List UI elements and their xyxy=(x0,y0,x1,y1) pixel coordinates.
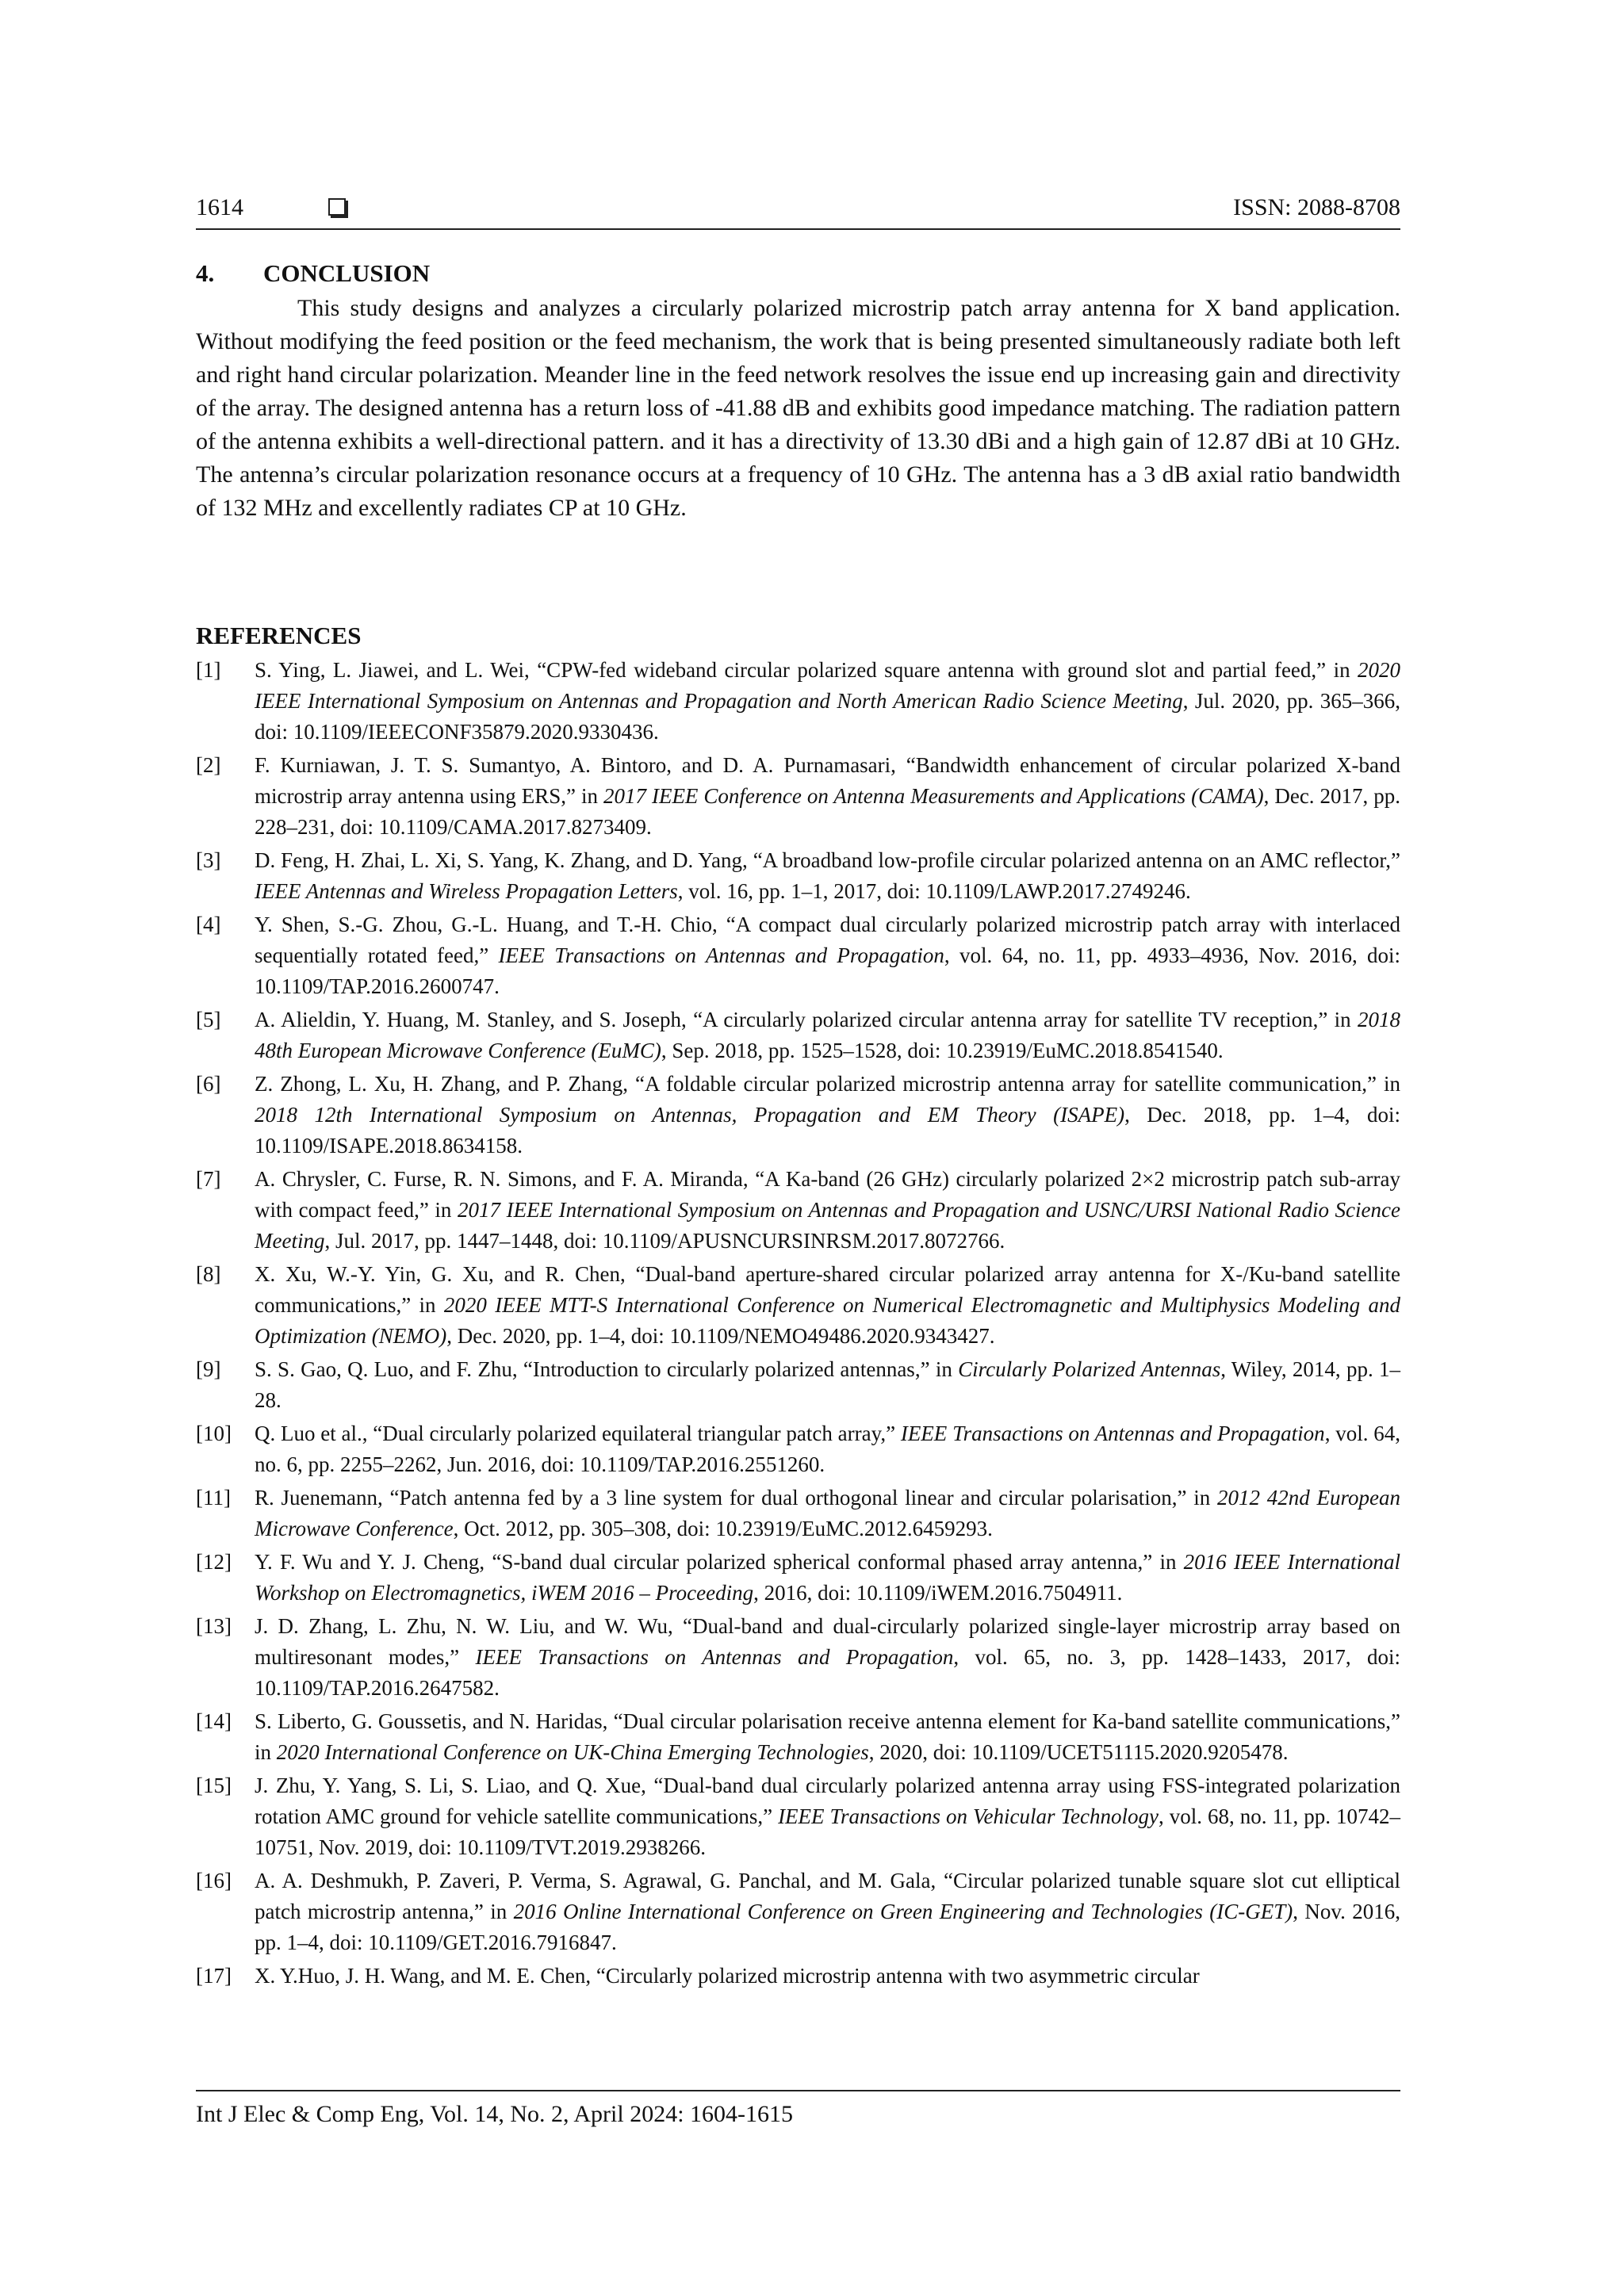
reference-details: , vol. 64, no. 6, pp. 2255–2262, Jun. 2016, doi: 10.1109/TAP.2016.2551260. xyxy=(255,1422,1400,1476)
reference-text: F. Kurniawan, J. T. S. Sumantyo, A. Bintoro, and D. A. Purnamasari, “Bandwidth enhancement of circular polarized X-band microstrip array antenna using ERS,” in xyxy=(255,753,1400,808)
reference-venue: IEEE Transactions on Antennas and Propagation xyxy=(498,943,944,967)
reference-details: , Dec. 2020, pp. 1–4, doi: 10.1109/NEMO49486.2020.9343427. xyxy=(446,1324,995,1348)
page-number: 1614 xyxy=(196,194,243,220)
section-number: 4. xyxy=(196,259,215,287)
reference-text: X. Y.Huo, J. H. Wang, and M. E. Chen, “Circularly polarized microstrip antenna with two asymmetric circular xyxy=(255,1964,1200,1988)
reference-item xyxy=(196,1418,1400,1480)
reference-item xyxy=(196,1259,1400,1352)
reference-text: Z. Zhong, L. Xu, H. Zhang, and P. Zhang, “A foldable circular polarized microstrip antenna array for satellite communication,” in xyxy=(255,1072,1400,1096)
issn-label: ISSN: 2088-8708 xyxy=(1233,194,1400,220)
reference-details: , vol. 64, no. 11, pp. 4933–4936, Nov. 2016, doi: 10.1109/TAP.2016.2600747. xyxy=(255,943,1400,998)
reference-text: Y. Shen, S.-G. Zhou, G.-L. Huang, and T.-H. Chio, “A compact dual circularly polarized microstrip patch array with interlaced sequentially rotated feed,” xyxy=(255,913,1400,967)
reference-item xyxy=(196,1069,1400,1161)
reference-item xyxy=(196,1547,1400,1609)
reference-item xyxy=(196,909,1400,1002)
reference-item xyxy=(196,750,1400,843)
reference-item xyxy=(196,655,1400,748)
reference-details: , Nov. 2016, pp. 1–4, doi: 10.1109/GET.2016.7916847. xyxy=(255,1900,1400,1954)
reference-venue: 2016 Online International Conference on Green Engineering and Technologies (IC-GET) xyxy=(513,1900,1293,1923)
reference-venue: 2020 International Conference on UK-China Emerging Technologies xyxy=(276,1740,869,1764)
reference-venue: IEEE Transactions on Antennas and Propagation xyxy=(900,1422,1325,1445)
reference-details: , vol. 65, no. 3, pp. 1428–1433, 2017, doi: 10.1109/TAP.2016.2647582. xyxy=(255,1645,1401,1700)
reference-item xyxy=(196,1866,1400,1958)
reference-number: [14] xyxy=(196,1709,232,1733)
reference-item xyxy=(196,845,1400,907)
reference-item xyxy=(196,1483,1400,1544)
reference-number: [12] xyxy=(196,1550,232,1574)
page-header xyxy=(196,193,1400,230)
reference-details: , Dec. 2018, pp. 1–4, doi: 10.1109/ISAPE.2018.8634158. xyxy=(255,1103,1400,1158)
reference-text: S. Ying, L. Jiawei, and L. Wei, “CPW-fed wideband circular polarized square antenna with ground slot and partial feed,” in xyxy=(255,658,1358,682)
reference-text: S. Liberto, G. Goussetis, and N. Haridas, “Dual circular polarisation receive antenna element for Ka-band satellite communications,” in xyxy=(255,1709,1400,1764)
reference-details: , vol. 16, pp. 1–1, 2017, doi: 10.1109/LAWP.2017.2749246. xyxy=(677,879,1191,903)
reference-text: A. Alieldin, Y. Huang, M. Stanley, and S. Joseph, “A circularly polarized circular antenna array for satellite TV reception,” in xyxy=(255,1008,1358,1031)
section-title: CONCLUSION xyxy=(263,259,431,287)
reference-number: [10] xyxy=(196,1422,232,1445)
reference-item xyxy=(196,1164,1400,1257)
reference-text: A. Chrysler, C. Furse, R. N. Simons, and F. A. Miranda, “A Ka-band (26 GHz) circularly polarized 2×2 microstrip patch sub-array with compact feed,” in xyxy=(255,1167,1400,1222)
reference-venue: Circularly Polarized Antennas xyxy=(958,1357,1221,1381)
reference-text: D. Feng, H. Zhai, L. Xi, S. Yang, K. Zhang, and D. Yang, “A broadband low-profile circular polarized antenna on an AMC reflector,” xyxy=(255,848,1400,872)
reference-number: [3] xyxy=(196,848,221,872)
reference-text: J. Zhu, Y. Yang, S. Li, S. Liao, and Q. Xue, “Dual-band dual circularly polarized antenna array using FSS-integrated polarization rotation AMC ground for vehicle satellite communications,” xyxy=(255,1774,1400,1828)
reference-venue: 2018 12th International Symposium on Antennas, Propagation and EM Theory (ISAPE) xyxy=(255,1103,1125,1127)
reference-details: , 2016, doi: 10.1109/iWEM.2016.7504911. xyxy=(753,1581,1123,1605)
conclusion-paragraph: This study designs and analyzes a circularly polarized microstrip patch array antenna for X band application. Without modifying the feed position or the feed mechanism, the work that is being presented simultaneously radiate both left and right hand circular polarization. Meander line in the feed network resolves the issue end up increasing gain and directivity of the array. The designed antenna has a return loss of -41.88 dB and exhibits good impedance matching. The radiation pattern of the antenna exhibits a well-directional pattern. and it has a directivity of 13.30 dBi and a high gain of 12.87 dBi at 10 GHz. The antenna’s circular polarization resonance occurs at a frequency of 10 GHz. The antenna has a 3 dB axial ratio bandwidth of 132 MHz and excellently radiates CP at 10 GHz. xyxy=(196,295,1400,521)
reference-text: Y. F. Wu and Y. J. Cheng, “S-band dual circular polarized spherical conformal phased array antenna,” in xyxy=(255,1550,1184,1574)
reference-details: , Sep. 2018, pp. 1525–1528, doi: 10.23919/EuMC.2018.8541540. xyxy=(661,1039,1224,1062)
reference-venue: 2017 IEEE International Symposium on Antennas and Propagation and USNC/URSI National Radio Science Meeting xyxy=(255,1198,1400,1253)
reference-number: [9] xyxy=(196,1357,221,1381)
reference-text: X. Xu, W.-Y. Yin, G. Xu, and R. Chen, “Dual-band aperture-shared circular polarized array antenna for X-/Ku-band satellite communications,” in xyxy=(255,1262,1400,1317)
reference-item xyxy=(196,1961,1400,1992)
conclusion-section xyxy=(196,258,1400,525)
reference-venue: 2012 42nd European Microwave Conference xyxy=(255,1486,1401,1540)
reference-details: , Wiley, 2014, pp. 1–28. xyxy=(255,1357,1400,1412)
reference-number: [6] xyxy=(196,1072,221,1096)
reference-text: S. S. Gao, Q. Luo, and F. Zhu, “Introduction to circularly polarized antennas,” in xyxy=(255,1357,959,1381)
reference-details: , vol. 68, no. 11, pp. 10742–10751, Nov. 2019, doi: 10.1109/TVT.2019.2938266. xyxy=(255,1804,1400,1859)
reference-number: [4] xyxy=(196,913,221,936)
journal-citation: Int J Elec & Comp Eng, Vol. 14, No. 2, April 2024: 1604-1615 xyxy=(196,2101,794,2127)
reference-item xyxy=(196,1770,1400,1863)
reference-details: , 2020, doi: 10.1109/UCET51115.2020.9205478. xyxy=(868,1740,1289,1764)
reference-text: Q. Luo et al., “Dual circularly polarized equilateral triangular patch array,” xyxy=(255,1422,901,1445)
reference-venue: IEEE Antennas and Wireless Propagation Letters xyxy=(255,879,678,903)
reference-number: [1] xyxy=(196,658,221,682)
reference-venue: 2018 48th European Microwave Conference (EuMC) xyxy=(255,1008,1400,1062)
reference-venue: 2017 IEEE Conference on Antenna Measurements and Applications (CAMA) xyxy=(603,784,1264,808)
reference-details: , Jul. 2020, pp. 365–366, doi: 10.1109/IEEECONF35879.2020.9330436. xyxy=(255,689,1400,744)
reference-details: , Dec. 2017, pp. 228–231, doi: 10.1109/CAMA.2017.8273409. xyxy=(255,784,1400,839)
reference-item xyxy=(196,1354,1400,1416)
reference-venue: IEEE Transactions on Vehicular Technology xyxy=(778,1804,1159,1828)
reference-number: [7] xyxy=(196,1167,221,1191)
reference-venue: 2020 IEEE MTT-S International Conference on Numerical Electromagnetic and Multiphysics Modeling and Optimization (NEMO) xyxy=(255,1293,1401,1348)
reference-details: , Jul. 2017, pp. 1447–1448, doi: 10.1109/APUSNCURSINRSM.2017.8072766. xyxy=(324,1229,1005,1253)
section-heading xyxy=(196,258,1400,289)
reference-number: [2] xyxy=(196,753,221,777)
square-box-icon xyxy=(328,198,346,216)
references-heading: REFERENCES xyxy=(196,622,362,649)
reference-number: [15] xyxy=(196,1774,232,1797)
reference-text: R. Juenemann, “Patch antenna fed by a 3 line system for dual orthogonal linear and circular polarisation,” in xyxy=(255,1486,1218,1510)
reference-venue: IEEE Transactions on Antennas and Propagation xyxy=(475,1645,954,1669)
page-footer xyxy=(196,2090,1400,2130)
reference-number: [11] xyxy=(196,1486,231,1510)
reference-number: [17] xyxy=(196,1964,232,1988)
reference-list xyxy=(196,655,1400,1994)
reference-item xyxy=(196,1004,1400,1066)
reference-item xyxy=(196,1706,1400,1768)
reference-number: [5] xyxy=(196,1008,221,1031)
reference-venue: 2016 IEEE International Workshop on Electromagnetics, iWEM 2016 – Proceeding xyxy=(255,1550,1400,1605)
reference-venue: 2020 IEEE International Symposium on Antennas and Propagation and North American Radio Science Meeting xyxy=(255,658,1400,713)
reference-number: [8] xyxy=(196,1262,221,1286)
reference-details: , Oct. 2012, pp. 305–308, doi: 10.23919/EuMC.2012.6459293. xyxy=(453,1517,993,1540)
reference-text: J. D. Zhang, L. Zhu, N. W. Liu, and W. Wu, “Dual-band and dual-circularly polarized single-layer microstrip array based on multiresonant modes,” xyxy=(255,1614,1400,1669)
reference-number: [16] xyxy=(196,1869,232,1892)
reference-text: A. A. Deshmukh, P. Zaveri, P. Verma, S. Agrawal, G. Panchal, and M. Gala, “Circular polarized tunable square slot cut elliptical patch microstrip antenna,” in xyxy=(255,1869,1400,1923)
reference-item xyxy=(196,1611,1400,1704)
reference-number: [13] xyxy=(196,1614,232,1638)
